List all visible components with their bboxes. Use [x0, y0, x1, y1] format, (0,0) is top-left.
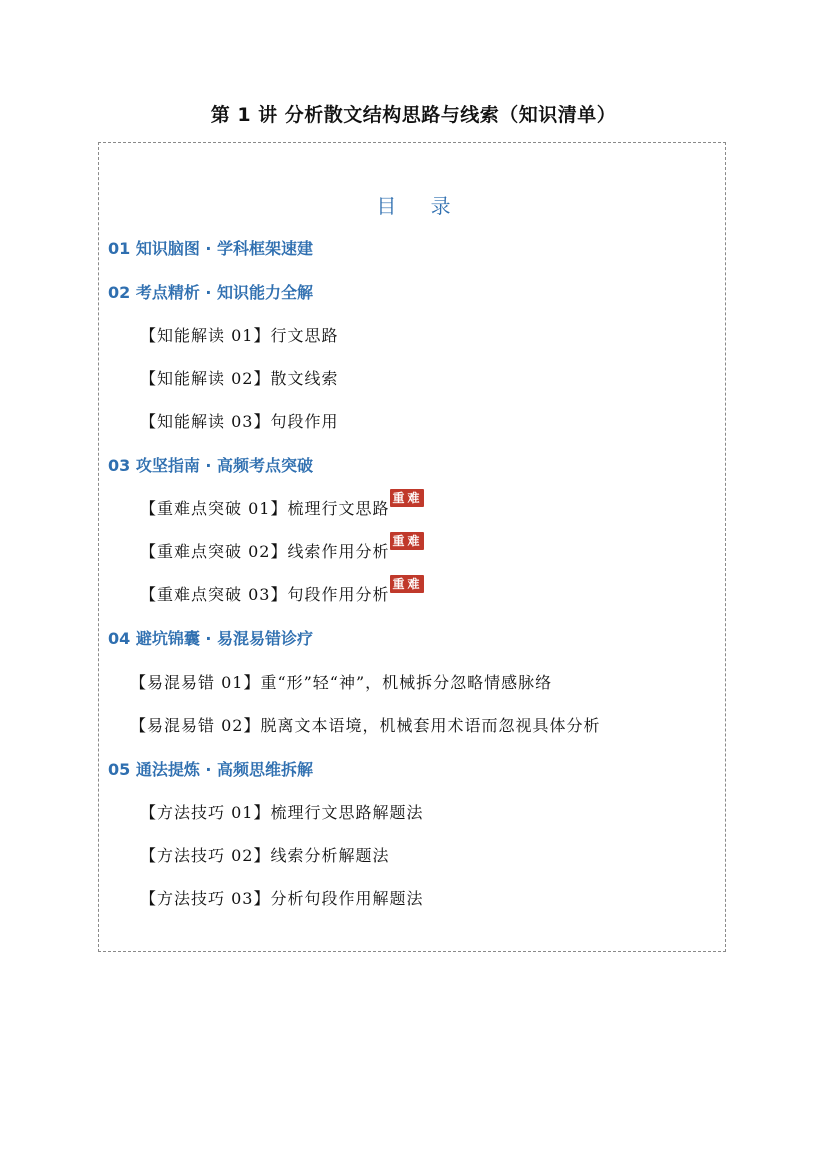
toc-item-fangfa-01[interactable]: 【方法技巧 01】梳理行文思路解题法 — [140, 803, 424, 822]
toc-item-zhongnan-02[interactable] — [140, 534, 424, 563]
toc-item-zhineng-01[interactable]: 【知能解读 01】行文思路 — [140, 326, 339, 345]
toc-item-fangfa-02[interactable]: 【方法技巧 02】线索分析解题法 — [140, 846, 390, 865]
toc-item-zhineng-02[interactable]: 【知能解读 02】散文线索 — [140, 369, 339, 388]
difficulty-badge: 重难 — [392, 491, 423, 505]
toc-heading: 目 录 — [376, 194, 465, 218]
toc-item-zhongnan-03[interactable] — [140, 577, 424, 606]
page-title: 第 1 讲 分析散文结构思路与线索（知识清单） — [210, 104, 617, 126]
toc-item-zhineng-03[interactable]: 【知能解读 03】句段作用 — [140, 412, 339, 431]
toc-section-01[interactable]: 01 知识脑图 · 学科框架速建 — [108, 239, 314, 258]
toc-item-label: 【重难点突破 02】线索作用分析 — [140, 542, 390, 561]
toc-item-label: 【重难点突破 03】句段作用分析 — [140, 585, 390, 604]
toc-section-03[interactable]: 03 攻坚指南 · 高频考点突破 — [108, 456, 314, 475]
difficulty-badge: 重难 — [392, 534, 423, 548]
toc-item-label: 【重难点突破 01】梳理行文思路 — [140, 499, 390, 518]
toc-section-04[interactable]: 04 避坑锦囊 · 易混易错诊疗 — [108, 629, 314, 648]
toc-item-fangfa-03[interactable]: 【方法技巧 03】分析句段作用解题法 — [140, 889, 424, 908]
toc-item-zhongnan-01[interactable] — [140, 491, 424, 520]
difficulty-badge: 重难 — [392, 577, 423, 591]
toc-section-02[interactable]: 02 考点精析 · 知识能力全解 — [108, 283, 314, 302]
toc-item-yihun-01[interactable]: 【易混易错 01】重“形”轻“神”，机械拆分忽略情感脉络 — [130, 673, 553, 692]
toc-item-yihun-02[interactable]: 【易混易错 02】脱离文本语境，机械套用术语而忽视具体分析 — [130, 716, 601, 735]
toc-section-05[interactable]: 05 通法提炼 · 高频思维拆解 — [108, 760, 314, 779]
